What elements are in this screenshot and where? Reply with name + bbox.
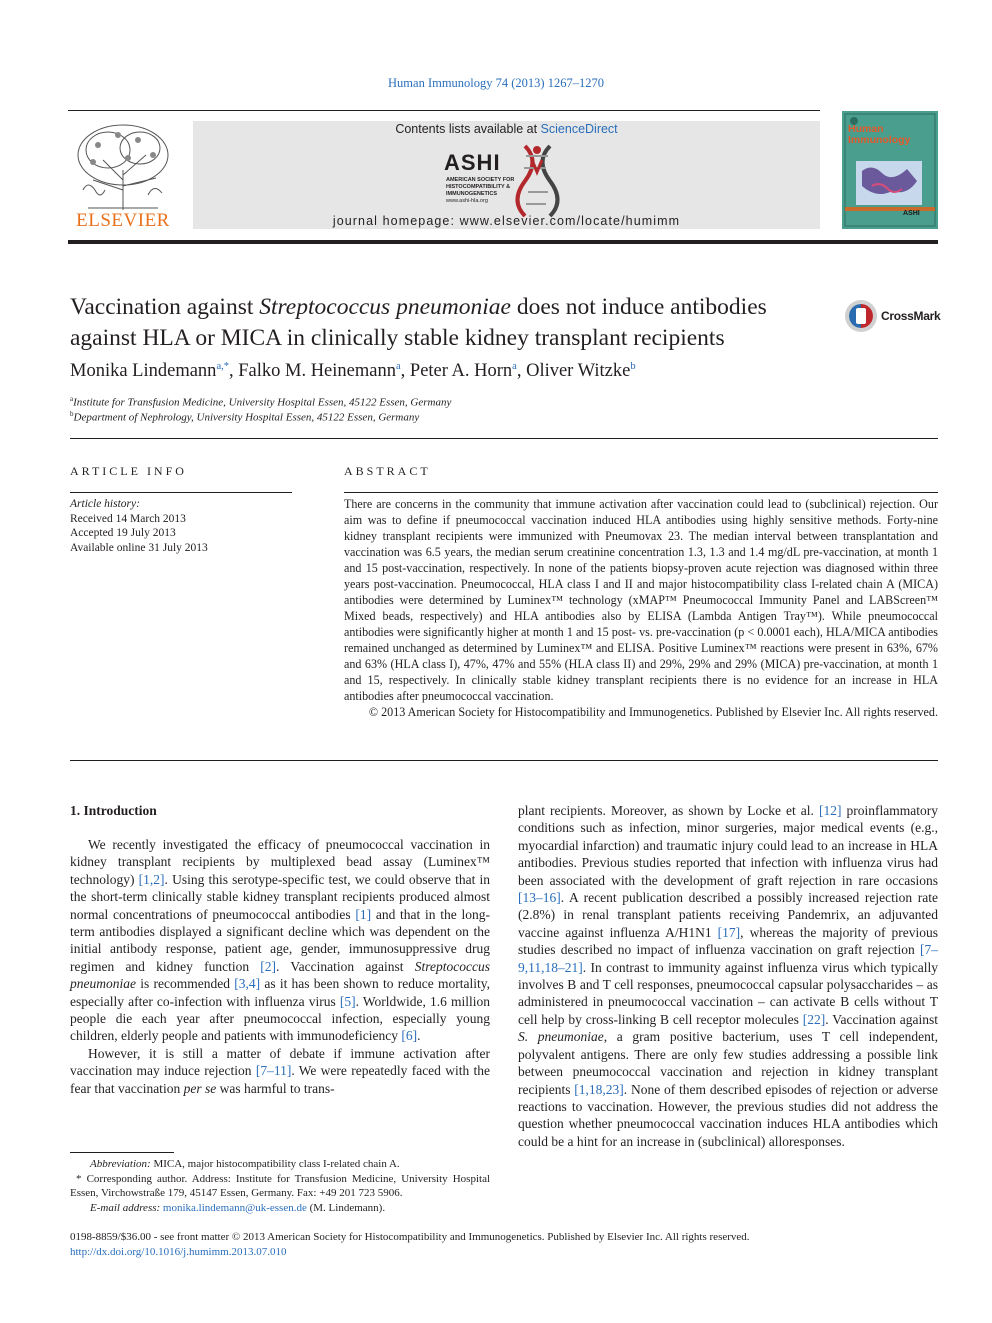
citation-link[interactable]: [1,18,23] xyxy=(574,1081,624,1097)
citation-link[interactable]: [17] xyxy=(717,924,741,940)
author-sup[interactable]: b xyxy=(630,361,636,372)
citation-link[interactable]: [7–11] xyxy=(255,1063,292,1079)
divider xyxy=(70,760,938,761)
title-part: does not induce antibodies against HLA or MICA in clinically stable kidney transplant recipients xyxy=(70,294,767,351)
author-name[interactable]: Oliver Witzke xyxy=(526,361,631,381)
corresponding-note xyxy=(70,1172,490,1201)
title-italic: Streptococcus pneumoniae xyxy=(259,294,511,320)
affiliation-sup: a xyxy=(70,395,74,403)
divider xyxy=(70,492,292,493)
cover-ashi-badge: ASHI xyxy=(903,210,920,217)
contents-prefix: Contents lists available at xyxy=(395,122,541,136)
italic-term: S. pneumoniae xyxy=(518,1029,604,1045)
crossmark-label[interactable]: CrossMark xyxy=(881,309,941,323)
ashi-name xyxy=(446,177,514,205)
abstract-body xyxy=(344,496,938,720)
contents-line xyxy=(193,122,820,136)
journal-homepage[interactable]: journal homepage: www.elsevier.com/locate/humimm xyxy=(332,214,681,228)
article-title xyxy=(70,292,830,354)
email-label: E-mail address: xyxy=(90,1201,161,1214)
issn-line: 0198-8859/$36.00 - see front matter © 2013 American Society for Histocompatibility and Immunogenetics. Published by Elsevier Inc. All rights reserved. xyxy=(70,1231,750,1243)
header-rule xyxy=(68,110,820,111)
footnotes xyxy=(70,1157,490,1215)
footnote-rule xyxy=(70,1152,174,1153)
header-thick-rule xyxy=(68,240,938,244)
paragraph: We recently investigated the efficacy of pneumococcal vaccination in kidney transplant recipients by multiplexed bead assay (Luminex™ technology) [1,2]. Using this serotype-specific test, we could observe that in the short-term clinically stable kidney transplant recipients produced almost normal concentrations of pneumococcal antibodies [1] and that in the long-term antibodies displayed a significant decline which was dependent on the initial antibody response, patient age, gender, immunosuppressive drug regimen and kidney function [2]. Vaccination against Streptococcus pneumoniae is recommended [3,4] as it has been shown to reduce mortality, especially after co-infection with influenza virus [5]. Worldwide, 1.6 million people die each year after pneumococcal infection, especially young children, elderly people and patients with immunodeficiency [6]. xyxy=(70,837,490,1044)
affiliation-b xyxy=(70,410,419,424)
email-note xyxy=(70,1201,490,1216)
crossmark-icon[interactable] xyxy=(843,298,879,334)
abstract-text: There are concerns in the community that immune activation after vaccination could lead to (subclinical) rejection. Our aim was to define if pneumococcal vaccination induced HLA antibodies using highly sensitive methods. Forty-nine kidney transplant recipients were immunized with Pneumovax 23. The median interval between transplantation and vaccination was 6.5 years, the median serum creatinine concentration 1.3, 1.3 and 1.4 mg/dL pre-vaccination, at month 1 and 15 post-vaccination, respectively. In none of the patients biopsy-proven acute rejection was diagnosed within three years post-vaccination. Pneumococcal, HLA class I and II and major histocompatibility class I-related chain A (MICA) antibodies were determined by Luminex™ technology (xMAP™ Pneumococcal Immunity Panel and LABScreen™ Mixed beads, respectively) and HLA antibodies also by ELISA (Lambda Antigen Tray™). While pneumococcal antibodies were significantly higher at month 1 and 15 post- vs. pre-vaccination (p < 0.0001 each), HLA/MICA antibodies remained unchanged as determined by Luminex™ and ELISA. Positive Luminex™ reactions were present in 63%, 67% and 63% (HLA class I), 47%, 47% and 55% (HLA class II) and 29%, 29% and 29% (MICA) pre-vaccination, at month 1 and 15, respectively. In clinically stable kidney transplant recipients there is no evidence for an increase in HLA antibodies after pneumococcal vaccination. xyxy=(344,497,938,703)
italic-term: per se xyxy=(183,1080,217,1096)
ashi-name-line: AMERICAN SOCIETY FOR xyxy=(446,177,515,183)
author-sup[interactable]: a xyxy=(395,361,401,372)
email-link[interactable]: monika.lindemann@uk-essen.de xyxy=(162,1201,307,1214)
abstract-heading: ABSTRACT xyxy=(344,464,431,478)
ashi-url: www.ashi-hla.org xyxy=(446,198,488,204)
citation-link[interactable]: [1] xyxy=(355,906,372,922)
author-name[interactable]: Falko M. Heinemann xyxy=(238,361,396,381)
citation-link[interactable]: [5] xyxy=(339,993,356,1009)
divider xyxy=(70,438,938,439)
cover-title: Human Immunology xyxy=(848,123,911,146)
author-sup[interactable]: a xyxy=(512,361,517,372)
elsevier-wordmark: ELSEVIER xyxy=(76,210,170,231)
corr-star: * xyxy=(76,1172,82,1185)
citation-link[interactable]: [22] xyxy=(802,1011,826,1027)
citation-link[interactable]: [12] xyxy=(818,803,842,818)
ashi-name-line: IMMUNOGENETICS xyxy=(446,191,498,197)
ashi-name-line: HISTOCOMPATIBILITY & xyxy=(446,184,511,190)
article-history xyxy=(70,497,208,555)
affiliation-text: Department of Nephrology, University Hospital Essen, 45122 Essen, Germany xyxy=(73,411,420,424)
citation-link[interactable]: [3,4] xyxy=(234,976,261,992)
citation-link[interactable]: [13–16] xyxy=(518,890,561,906)
author-name[interactable]: Peter A. Horn xyxy=(409,361,513,381)
history-item: Available online 31 July 2013 xyxy=(70,541,208,554)
ashi-acronym: ASHI xyxy=(444,150,501,175)
history-item: Received 14 March 2013 xyxy=(70,512,186,525)
abbreviation-note xyxy=(70,1157,490,1172)
author-name[interactable]: Monika Lindemann xyxy=(70,361,217,381)
elsevier-tree-logo xyxy=(68,120,178,212)
abstract-copyright: © 2013 American Society for Histocompatibility and Immunogenetics. Published by Elsevier Inc. All rights reserved. xyxy=(368,705,938,719)
intro-heading: 1. Introduction xyxy=(70,803,157,818)
title-part: Vaccination against xyxy=(70,294,260,320)
intro-right-column xyxy=(518,802,938,1150)
paragraph: However, it is still a matter of debate if immune activation after vaccination may induce rejection [7–11]. We were repeatedly faced with the fear that vaccination per se was harmful to trans- xyxy=(70,1045,490,1096)
doi-link[interactable]: http://dx.doi.org/10.1016/j.humimm.2013.07.010 xyxy=(70,1246,287,1258)
author-list: Monika Lindemann$^{a,*}$, Falko M. Heinemann$^a$, Peter A. Horn$^a$, Oliver Witzke$^b$ xyxy=(70,361,636,381)
history-item: Accepted 19 July 2013 xyxy=(70,527,176,539)
article-info-heading: ARTICLE INFO xyxy=(70,464,187,478)
italic-term: Streptococcus pneumoniae xyxy=(70,958,490,992)
author-sup[interactable]: a,* xyxy=(216,361,229,372)
sciencedirect-link[interactable]: ScienceDirect xyxy=(540,122,618,136)
intro-left-column xyxy=(70,836,490,1097)
abbrev-label: Abbreviation: xyxy=(90,1158,151,1170)
citation-link[interactable]: [7–9,11,18–21] xyxy=(518,942,938,975)
abbrev-text: MICA, major histocompatibility class I-related chain A. xyxy=(150,1158,400,1170)
email-who: (M. Lindemann). xyxy=(306,1201,386,1214)
citation-link[interactable]: [1,2] xyxy=(138,871,165,887)
paragraph: plant recipients. Moreover, as shown by Locke et al. [12] proinflammatory conditions such as infection, minor surgeries, major medical events (e.g., myocardial infarction) and traumatic injury could lead to an increase in HLA antibodies. Previous studies reported that infection with influenza virus had been associated with the development of graft rejection in rare occasions [13–16]. A recent publication described a possibly increased rejection rate (2.8%) in renal transplant patients receiving Pandemrix, an adjuvanted vaccine against influenza A/H1N1 [17], whereas the majority of previous studies described no impact of influenza vaccination on graft rejection [7–9,11,18–21]. In contrast to immunity against influenza virus which typically involves B and T cell responses, pneumococcal capsular polysaccharides – as administered in pneumococcal vaccination – can activate B cells without T cell help by cross-linking B cell receptor molecules [22]. Vaccination against S. pneumoniae, a gram positive bacterium, uses T cell independent, polyvalent antigens. There are only few studies addressing a possible link between pneumococcal vaccination and rejection in kidney transplant recipients [1,18,23]. None of them described episodes of rejection or adverse reactions to vaccination. However, the previous studies did not address the question whether pneumococcal vaccination induces HLA antibodies which could be a hint for an increase in (subclinical) alloresponses. xyxy=(518,803,938,1149)
affiliation-text: Institute for Transfusion Medicine, University Hospital Essen, 45122 Essen, Germany xyxy=(73,396,452,409)
journal-citation[interactable]: Human Immunology 74 (2013) 1267–1270 xyxy=(388,76,604,90)
affiliation-a xyxy=(70,395,451,409)
citation-link[interactable]: [6] xyxy=(401,1028,418,1044)
divider xyxy=(344,492,938,493)
affiliation-sup: b xyxy=(70,410,74,418)
history-label: Article history: xyxy=(70,498,140,510)
citation-link[interactable]: [2] xyxy=(260,958,277,974)
corr-text: Corresponding author. Address: Institute for Transfusion Medicine, University Hospital Essen, Virchowstraße 179, 45147 Essen, Germany. Fax: +49 201 723 5906. xyxy=(70,1172,491,1199)
